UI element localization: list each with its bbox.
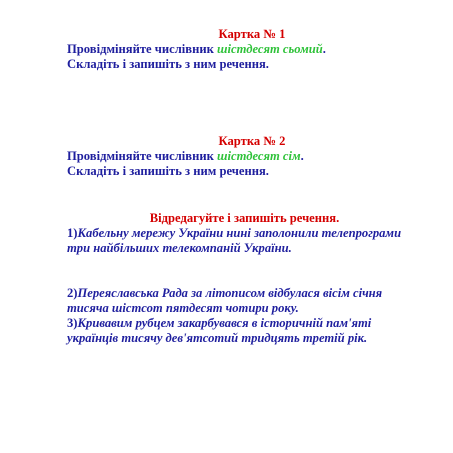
exercise-item-3-number: 3) [67, 316, 78, 330]
exercise-item-3-text: Кривавим рубцем закарбувався в історичній пам'яті українців тисячу дев'ятсотий тридцять третій рік. [67, 316, 372, 345]
exercise-item-1-number: 1) [67, 226, 78, 240]
card-1-instruction: Складіть і запишіть з ним речення. [67, 57, 269, 71]
card-2-numeral: шістдесят сім [217, 149, 301, 163]
card-1 [67, 27, 437, 72]
exercise-item-2-text: Переяславська Рада за літописом відбулася вісім січня тисяча шістсот пятдесят чотири року. [67, 286, 383, 315]
card-1-task-suffix: . [322, 42, 326, 56]
card-1-title: Картка № 1 [218, 27, 286, 41]
exercise-item-1-text: Кабельну мережу України нині заполонили телепрограми три найбільших телекомпаній України. [67, 226, 402, 255]
card-2 [67, 134, 437, 179]
exercise-item-1 [67, 226, 422, 256]
exercise-title: Відредагуйте і запишіть речення. [149, 211, 340, 225]
exercise-item-3 [67, 316, 422, 346]
card-1-task-line [67, 42, 437, 57]
card-2-task-suffix: . [300, 149, 304, 163]
card-1-numeral: шістдесят сьомий [217, 42, 323, 56]
card-2-task-prefix: Провідміняйте числівник [67, 149, 218, 163]
exercise-item-2-number: 2) [67, 286, 78, 300]
card-1-task-prefix: Провідміняйте числівник [67, 42, 218, 56]
card-2-instruction: Складіть і запишіть з ним речення. [67, 164, 269, 178]
card-2-title: Картка № 2 [218, 134, 286, 148]
card-2-task-line [67, 149, 437, 164]
exercise-item-2 [67, 286, 422, 316]
exercise-section [67, 211, 422, 346]
